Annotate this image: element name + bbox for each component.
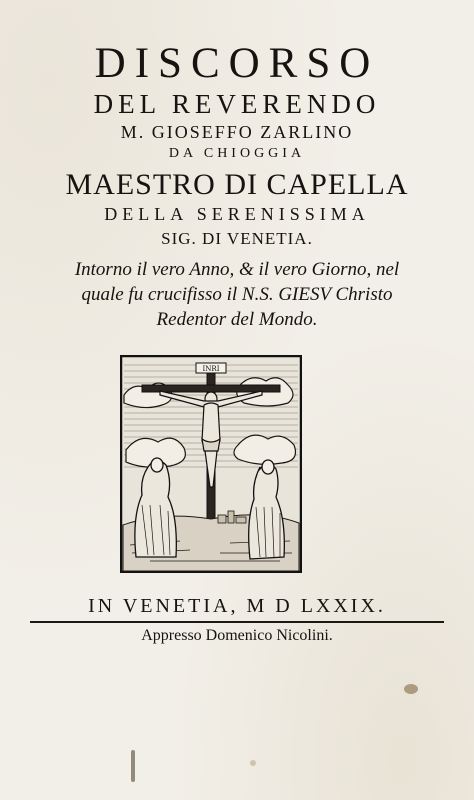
inri-inscription: INRI	[202, 365, 220, 373]
subtitle-line-1: Intorno il vero Anno, & il vero Giorno, nel	[74, 259, 400, 280]
ink-stain-small	[131, 750, 135, 782]
ink-stain	[404, 684, 418, 694]
subtitle-line-2: quale fu crucifisso il N.S. GIESV Christo	[81, 284, 393, 305]
title-line-discorso: DISCORSO	[94, 40, 380, 87]
foxing-spot	[250, 760, 256, 766]
author-title: MAESTRO DI CAPELLA	[65, 168, 409, 201]
title-line-del-reverendo: DEL REVERENDO	[93, 89, 381, 119]
author-title-line2: DELLA SERENISSIMA	[104, 204, 370, 224]
author-title-line3: SIG. DI VENETIA.	[161, 229, 313, 248]
crucifixion-woodcut	[120, 355, 302, 573]
printer-name: Appresso Domenico Nicolini.	[141, 627, 333, 644]
subtitle-line-3: Redentor del Mondo.	[156, 309, 318, 330]
author-name: M. GIOSEFFO ZARLINO	[120, 122, 354, 142]
imprint-rule	[30, 621, 444, 623]
author-origin: DA CHIOGGIA	[168, 146, 306, 161]
imprint-place-date: IN VENETIA, M D LXXIX.	[88, 595, 386, 617]
